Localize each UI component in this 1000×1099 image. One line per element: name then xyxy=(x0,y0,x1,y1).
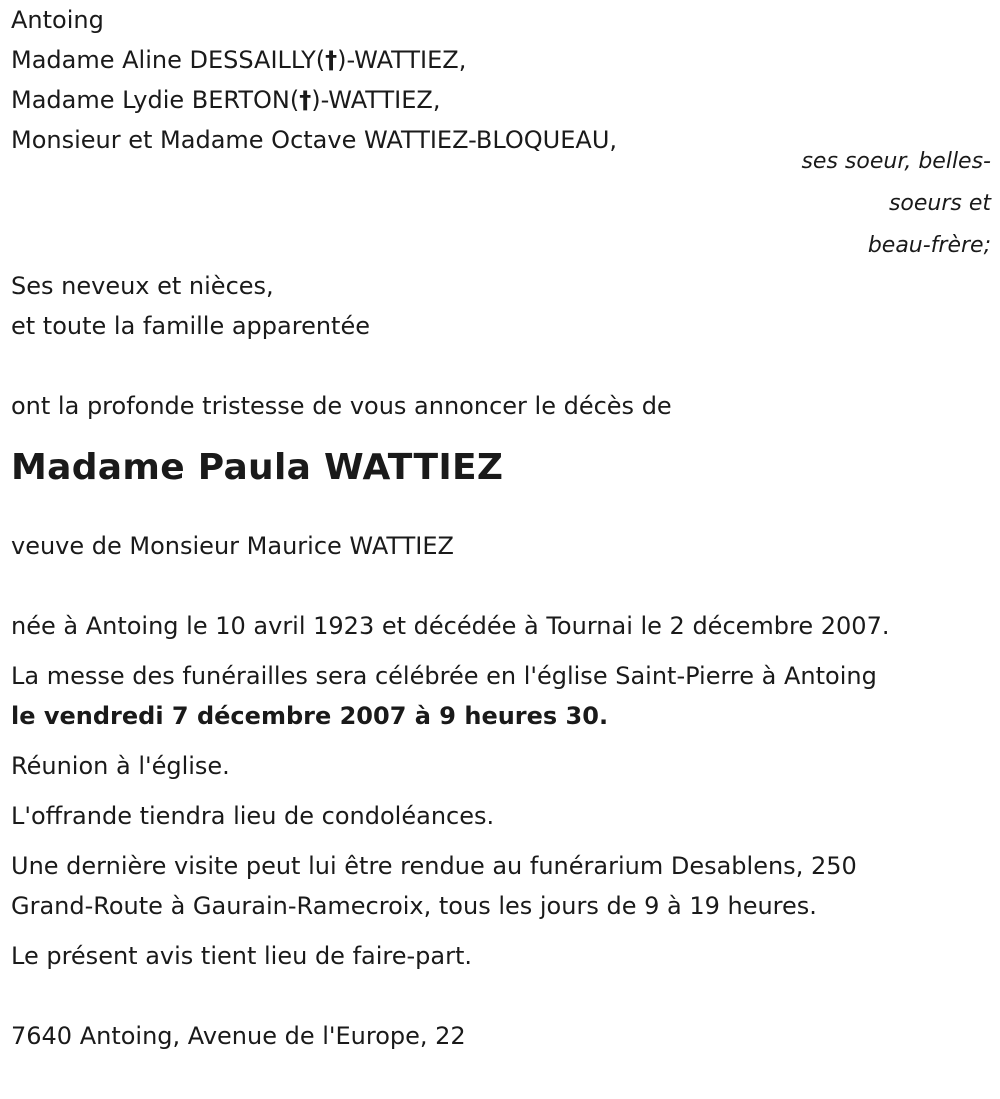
offering-text: L'offrande tiendra lieu de condoléances. xyxy=(11,802,495,830)
relation-note xyxy=(11,142,991,266)
relation-line: soeurs et xyxy=(888,191,991,216)
widow-of-text: veuve de Monsieur Maurice WATTIEZ xyxy=(11,532,454,560)
birth-death-text: née à Antoing le 10 avril 1923 et décédée à Tournai le 2 décembre 2007. xyxy=(11,612,890,640)
family-member-name-suffix: )-WATTIEZ, xyxy=(311,86,441,114)
visit-text-line: Une dernière visite peut lui être rendue au funérarium Desablens, 250 xyxy=(11,852,857,880)
deceased-name: Madame Paula WATTIEZ xyxy=(11,447,504,488)
family-member-1 xyxy=(11,40,991,80)
visit-text-line: Grand-Route à Gaurain-Ramecroix, tous les jours de 9 à 19 heures. xyxy=(11,892,817,920)
family-member-name: Monsieur et Madame Octave WATTIEZ-BLOQUEAU, xyxy=(11,126,618,154)
cross-icon: † xyxy=(299,86,312,114)
meeting-text: Réunion à l'église. xyxy=(11,752,230,780)
mass-info xyxy=(11,656,991,736)
mass-date-text: le vendredi 7 décembre 2007 à 9 heures 30. xyxy=(11,702,609,730)
place-heading: Antoing xyxy=(11,6,104,34)
cross-icon: † xyxy=(325,46,338,74)
family-member-name: Madame Aline DESSAILLY( xyxy=(11,46,326,74)
extended-family-line: et toute la famille apparentée xyxy=(11,312,370,340)
family-member-2 xyxy=(11,80,991,120)
relation-line: ses soeur, belles- xyxy=(801,149,991,174)
obituary-notice xyxy=(11,0,991,1056)
notice-text: Le présent avis tient lieu de faire-part. xyxy=(11,942,473,970)
extended-family-line: Ses neveux et nièces, xyxy=(11,272,274,300)
address-text: 7640 Antoing, Avenue de l'Europe, 22 xyxy=(11,1022,466,1050)
mass-location-text: La messe des funérailles sera célébrée en l'église Saint-Pierre à Antoing xyxy=(11,662,877,690)
relation-line: beau-frère; xyxy=(867,233,991,258)
announcement-text: ont la profonde tristesse de vous annoncer le décès de xyxy=(11,392,672,420)
visit-info xyxy=(11,846,991,926)
family-member-name: Madame Lydie BERTON( xyxy=(11,86,300,114)
family-member-name-suffix: )-WATTIEZ, xyxy=(337,46,467,74)
